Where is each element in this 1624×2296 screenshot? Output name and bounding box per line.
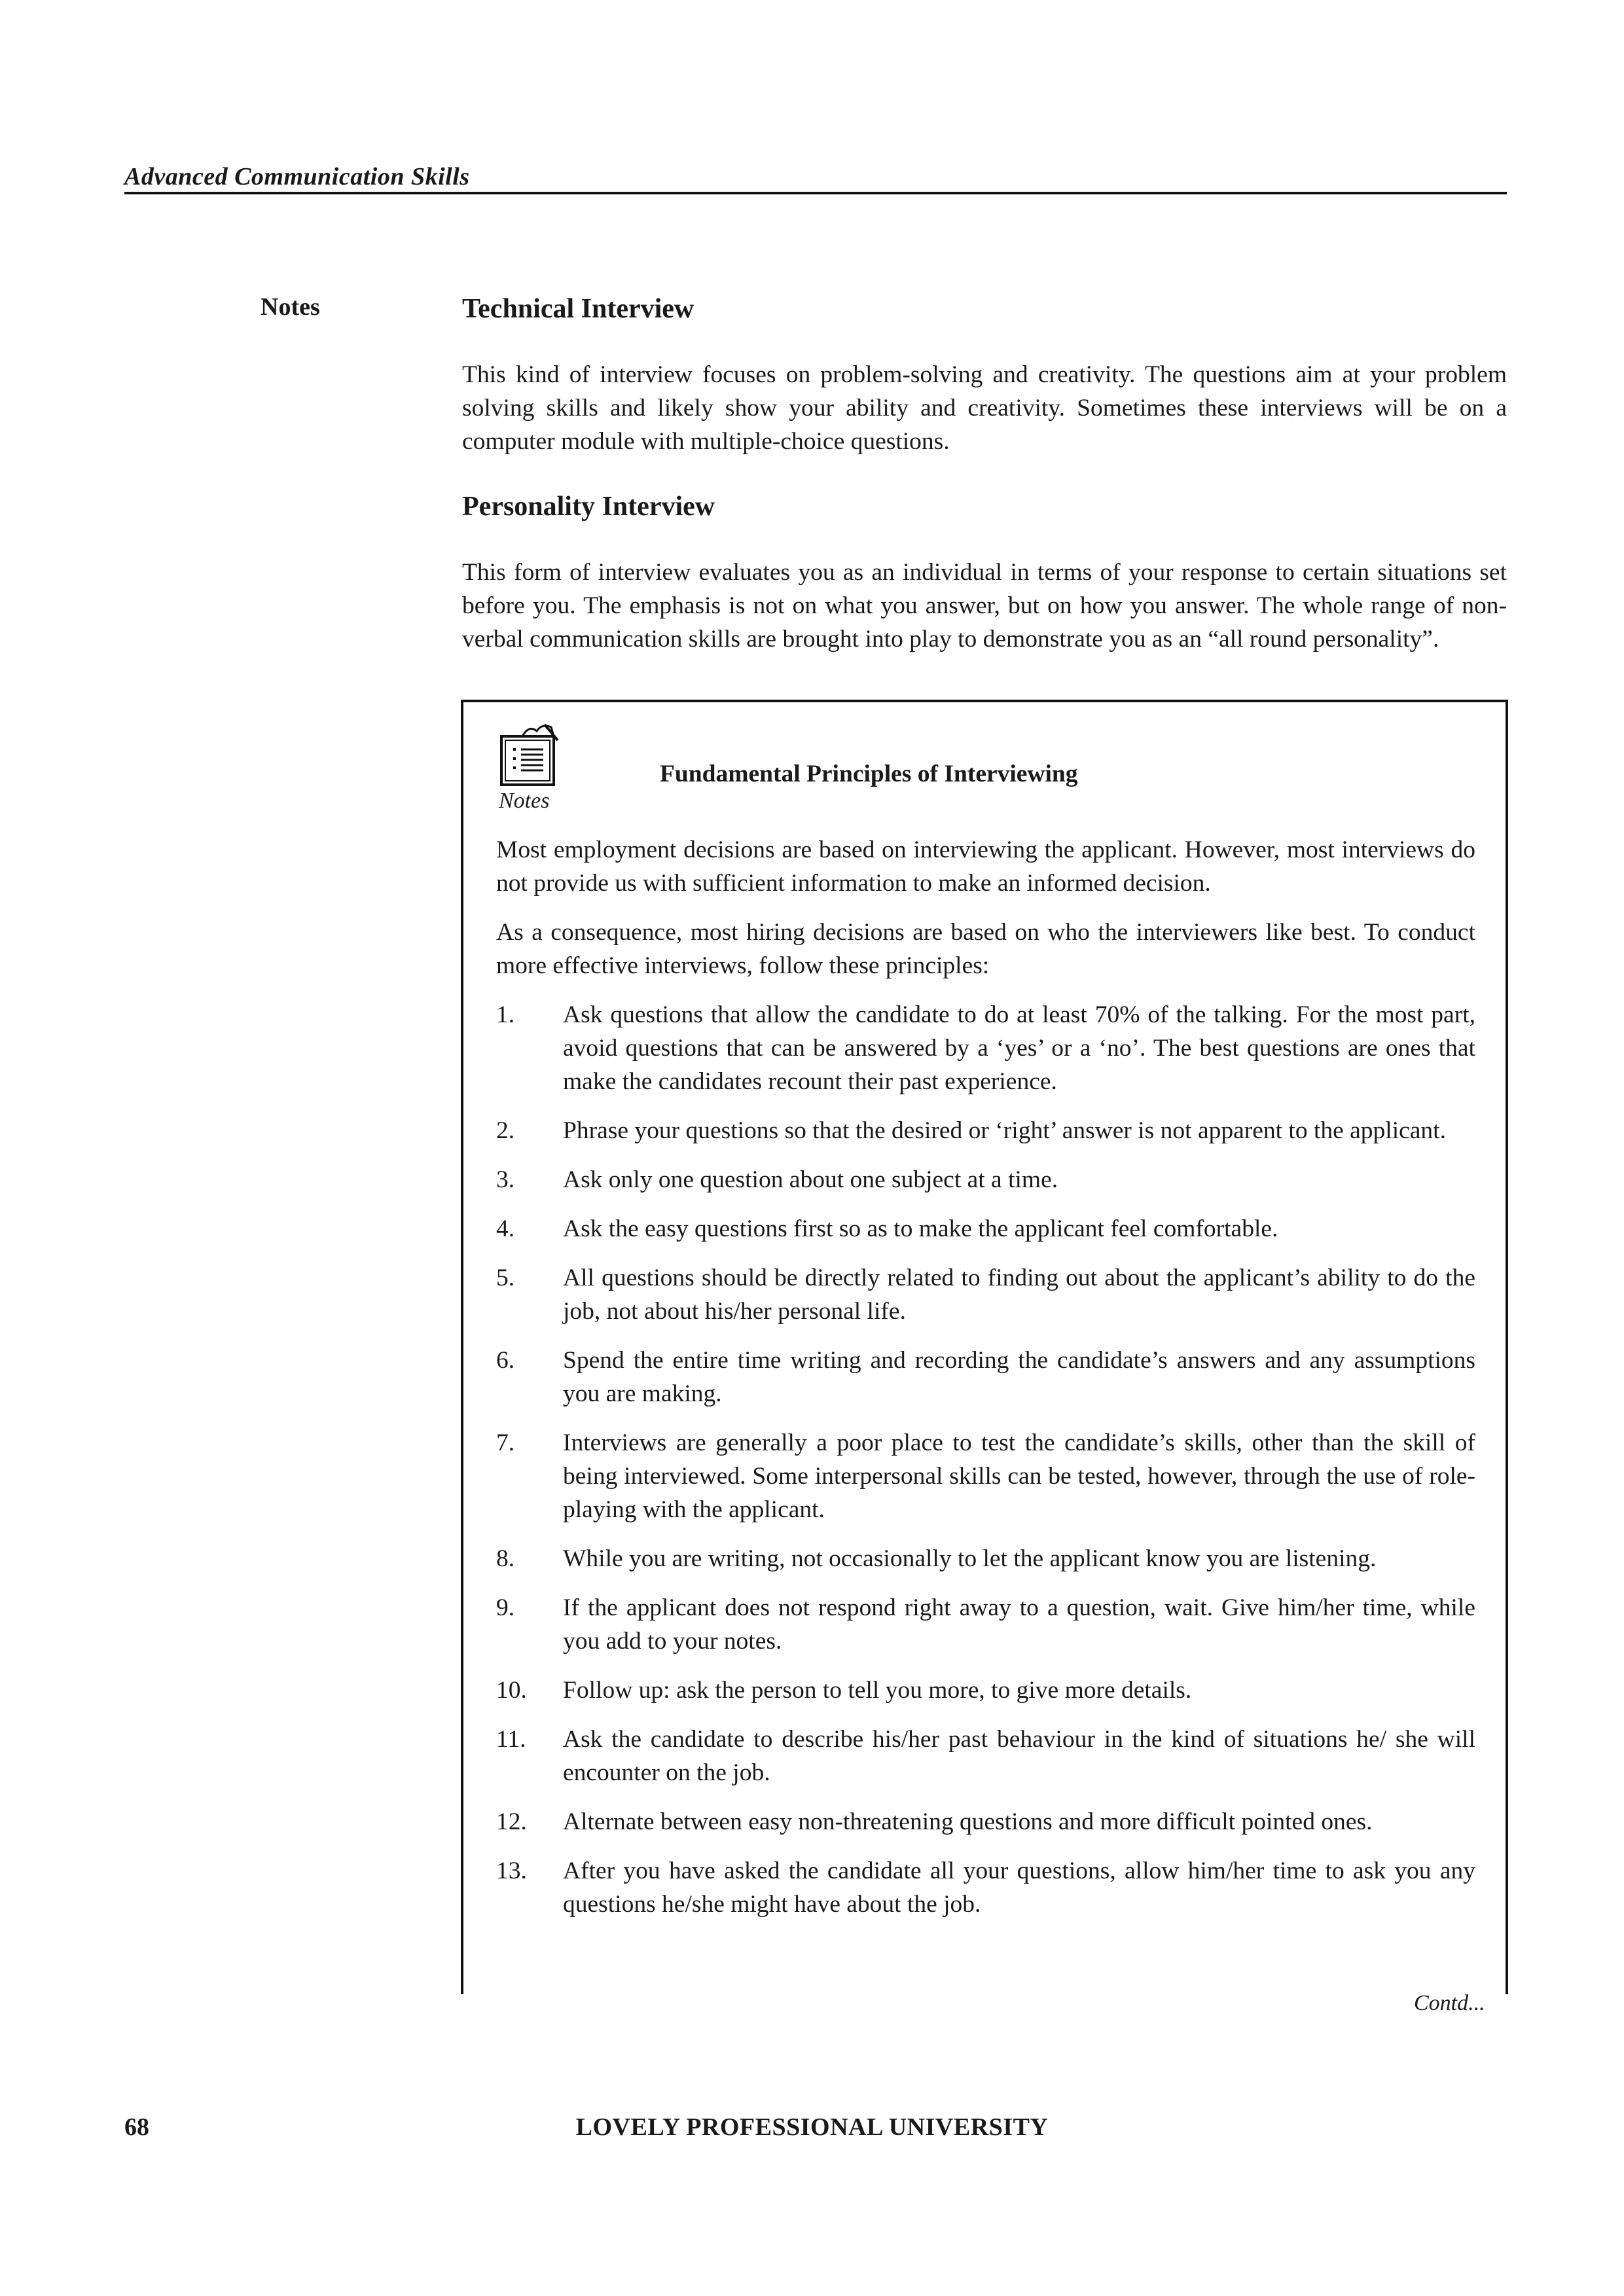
continued-marker: Contd... bbox=[1414, 1991, 1485, 2015]
list-item bbox=[496, 998, 1475, 1098]
footer-publisher: LOVELY PROFESSIONAL UNIVERSITY bbox=[575, 2113, 1049, 2141]
list-item-text: Interviews are generally a poor place to test the candidate’s skills, other than the skill of being interviewed. Some interpersonal skills can be tested, however, through the use of role-playing with the applicant. bbox=[563, 1429, 1475, 1523]
list-item bbox=[496, 1212, 1475, 1246]
list-item-text: Spend the entire time writing and recording the candidate’s answers and any assumptions you are making. bbox=[563, 1347, 1475, 1407]
notes-box-paragraph: As a consequence, most hiring decisions are based on who the interviewers like best. To conduct more effective interviews, follow these principles: bbox=[496, 919, 1475, 979]
section-body-technical-interview: This kind of interview focuses on problem-solving and creativity. The questions aim at your problem solving skills and likely show your ability and creativity. Sometimes these interviews will be on a computer module with multiple-choice questions. bbox=[462, 361, 1507, 455]
list-item bbox=[496, 1426, 1475, 1526]
section-title-personality-interview: Personality Interview bbox=[462, 492, 715, 522]
list-item-number: 12. bbox=[496, 1808, 527, 1835]
list-item bbox=[496, 1114, 1475, 1147]
list-item bbox=[496, 1542, 1475, 1575]
list-item-number: 5. bbox=[496, 1265, 515, 1291]
list-item-number: 6. bbox=[496, 1347, 515, 1374]
list-item-number: 9. bbox=[496, 1594, 515, 1621]
page-number: 68 bbox=[124, 2113, 149, 2141]
list-item-number: 8. bbox=[496, 1545, 515, 1572]
list-item bbox=[496, 1854, 1475, 1921]
list-item-text: Phrase your questions so that the desired or ‘right’ answer is not apparent to the applicant. bbox=[563, 1117, 1446, 1144]
list-item bbox=[496, 1674, 1475, 1707]
list-item bbox=[496, 1344, 1475, 1410]
list-item bbox=[496, 1261, 1475, 1328]
list-item bbox=[496, 1163, 1475, 1196]
list-item-text: Ask the candidate to describe his/her past behaviour in the kind of situations he/ she will encounter on the job. bbox=[563, 1726, 1475, 1786]
list-item-text: Ask the easy questions first so as to make the applicant feel comfortable. bbox=[563, 1215, 1278, 1242]
list-item-text: If the applicant does not respond right away to a question, wait. Give him/her time, while you add to your notes. bbox=[563, 1594, 1475, 1655]
list-item-text: Follow up: ask the person to tell you more, to give more details. bbox=[563, 1677, 1192, 1704]
notes-icon-label: Notes bbox=[499, 789, 550, 813]
list-item-text: All questions should be directly related to finding out about the applicant’s ability to do the job, not about his/her personal life. bbox=[563, 1265, 1475, 1325]
list-item-number: 13. bbox=[496, 1857, 527, 1884]
header-rule bbox=[124, 192, 1507, 194]
notes-box bbox=[461, 700, 1508, 1994]
list-item-text: Ask questions that allow the candidate to do at least 70% of the talking. For the most part, avoid questions that can be answered by a ‘yes’ or a ‘no’. The best questions are ones that make the candidates recount their past experience. bbox=[563, 1001, 1475, 1095]
principles-list bbox=[496, 998, 1475, 1921]
list-item-number: 4. bbox=[496, 1215, 515, 1242]
notes-icon bbox=[496, 722, 562, 787]
section-body-personality-interview: This form of interview evaluates you as an individual in terms of your response to certain situations set before you. The emphasis is not on what you answer, but on how you answer. The whole range of non-verbal communication skills are brought into play to demonstrate you as an “all round personality”. bbox=[462, 559, 1507, 653]
list-item-text: After you have asked the candidate all your questions, allow him/her time to ask you any questions he/she might have about the job. bbox=[563, 1857, 1475, 1918]
list-item-number: 2. bbox=[496, 1117, 515, 1144]
list-item-number: 11. bbox=[496, 1726, 526, 1753]
list-item bbox=[496, 1723, 1475, 1789]
list-item-number: 7. bbox=[496, 1429, 515, 1456]
notes-box-title: Fundamental Principles of Interviewing bbox=[660, 761, 1078, 787]
notes-box-body bbox=[496, 833, 1475, 1937]
list-item-number: 1. bbox=[496, 1001, 515, 1028]
list-item-text: Alternate between easy non-threatening questions and more difficult pointed ones. bbox=[563, 1808, 1373, 1835]
list-item-text: Ask only one question about one subject at a time. bbox=[563, 1166, 1058, 1193]
list-item bbox=[496, 1591, 1475, 1658]
list-item-text: While you are writing, not occasionally to let the applicant know you are listening. bbox=[563, 1545, 1377, 1572]
list-item-number: 10. bbox=[496, 1677, 527, 1704]
list-item bbox=[496, 1805, 1475, 1839]
list-item-number: 3. bbox=[496, 1166, 515, 1193]
running-head-title: Advanced Communication Skills bbox=[124, 163, 470, 190]
margin-notes-label: Notes bbox=[261, 293, 320, 321]
notes-box-paragraph: Most employment decisions are based on interviewing the applicant. However, most interviews do not provide us with sufficient information to make an informed decision. bbox=[496, 836, 1475, 897]
section-title-technical-interview: Technical Interview bbox=[462, 294, 695, 324]
